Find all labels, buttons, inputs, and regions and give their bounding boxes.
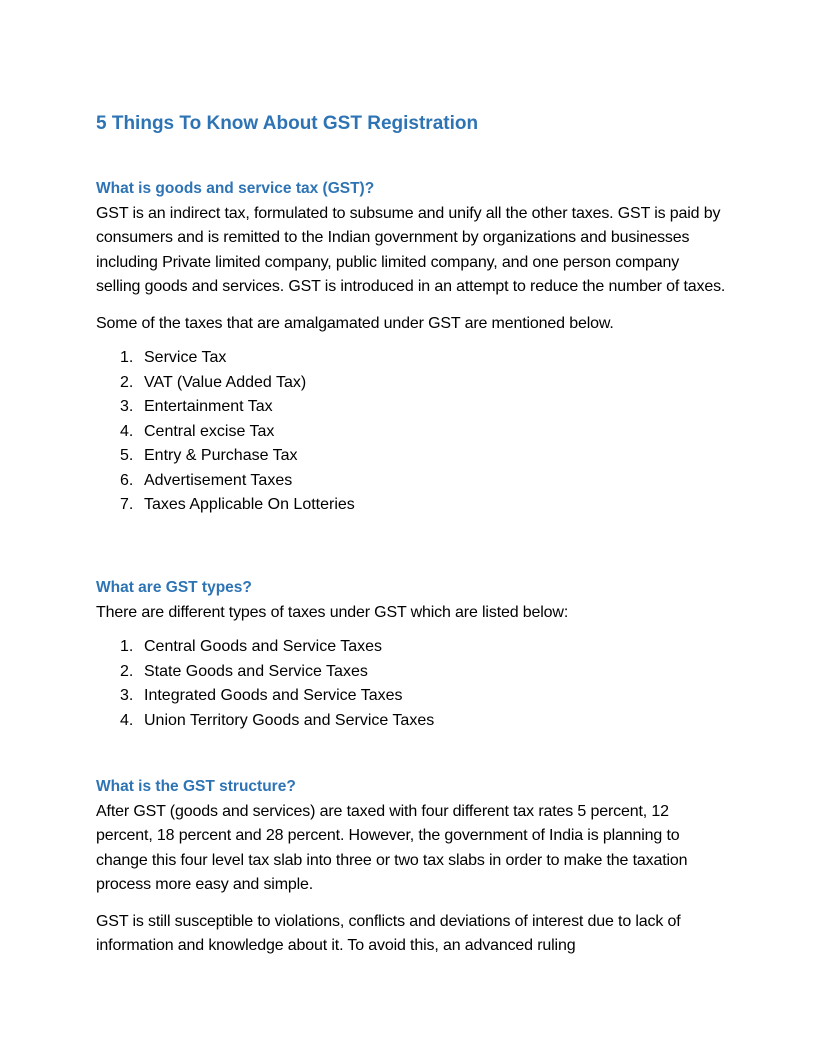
list-item-number: 2. bbox=[120, 373, 134, 391]
list-item bbox=[96, 660, 726, 685]
list-item-number: 3. bbox=[120, 687, 134, 704]
list-item-text: Integrated Goods and Service Taxes bbox=[144, 687, 403, 704]
list-item-number: 5. bbox=[120, 447, 134, 464]
list-item-text: Central excise Tax bbox=[144, 422, 275, 440]
gst-types-list bbox=[96, 635, 726, 733]
section-what-is-gst bbox=[96, 177, 726, 518]
list-item-number: 1. bbox=[120, 638, 134, 655]
list-item-number: 6. bbox=[120, 471, 134, 489]
paragraph: There are different types of taxes under GST which are listed below: bbox=[96, 603, 569, 621]
list-item-text: Service Tax bbox=[144, 349, 227, 366]
list-item bbox=[96, 684, 726, 709]
list-item bbox=[96, 395, 726, 420]
paragraph: After GST (goods and services) are taxed with four different tax rates 5 percent, 12 percent, 18 percent and 28 percent. However, the government of India is planning to change this four level tax slab into three or two tax slabs in order to make the taxation process more easy and simple. bbox=[96, 802, 688, 893]
section-heading: What is the GST structure? bbox=[96, 778, 296, 795]
section-heading: What is goods and service tax (GST)? bbox=[96, 180, 375, 197]
list-item bbox=[96, 420, 726, 445]
list-item-number: 4. bbox=[120, 711, 134, 729]
list-item-text: Entry & Purchase Tax bbox=[144, 447, 298, 464]
list-item-text: Taxes Applicable On Lotteries bbox=[144, 496, 355, 513]
list-item-number: 2. bbox=[120, 662, 134, 680]
document-title: 5 Things To Know About GST Registration bbox=[96, 113, 479, 134]
section-heading: What are GST types? bbox=[96, 579, 252, 596]
list-item bbox=[96, 635, 726, 660]
list-item-text: Union Territory Goods and Service Taxes bbox=[144, 711, 435, 729]
list-item bbox=[96, 346, 726, 371]
section-gst-structure bbox=[96, 775, 726, 959]
list-item-text: Advertisement Taxes bbox=[144, 471, 293, 489]
amalgamated-taxes-list bbox=[96, 346, 726, 518]
list-item-number: 7. bbox=[120, 496, 134, 513]
paragraph: Some of the taxes that are amalgamated under GST are mentioned below. bbox=[96, 314, 614, 332]
list-item-number: 4. bbox=[120, 422, 134, 440]
list-item bbox=[96, 493, 726, 518]
list-item-text: VAT (Value Added Tax) bbox=[144, 373, 307, 391]
list-item bbox=[96, 709, 726, 734]
paragraph: GST is an indirect tax, formulated to subsume and unify all the other taxes. GST is paid by consumers and is remitted to the Indian government by organizations and businesses including Private limited company, public limited company, and one person company selling goods and services. GST is introduced in an attempt to reduce the number of taxes. bbox=[96, 204, 726, 295]
paragraph: GST is still susceptible to violations, conflicts and deviations of interest due to lack of information and knowledge about it. To avoid this, an advanced ruling bbox=[96, 912, 681, 954]
list-item bbox=[96, 371, 726, 396]
list-item-number: 1. bbox=[120, 349, 134, 366]
section-gst-types bbox=[96, 576, 726, 733]
list-item-text: Entertainment Tax bbox=[144, 398, 273, 415]
list-item-number: 3. bbox=[120, 398, 134, 415]
list-item-text: Central Goods and Service Taxes bbox=[144, 638, 383, 655]
list-item-text: State Goods and Service Taxes bbox=[144, 662, 368, 680]
list-item bbox=[96, 469, 726, 494]
list-item bbox=[96, 444, 726, 469]
